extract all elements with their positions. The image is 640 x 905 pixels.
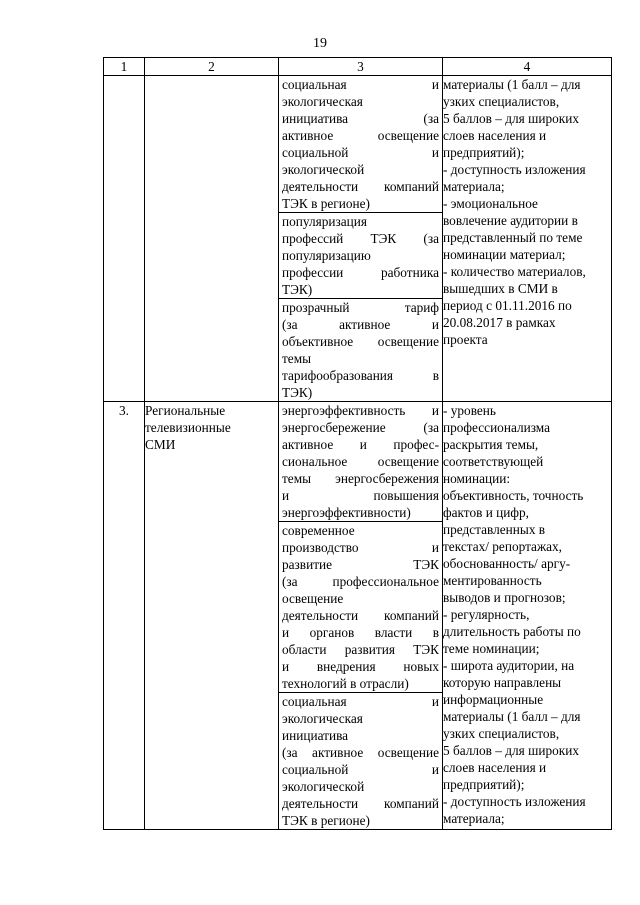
criteria-line: профессионализма xyxy=(443,420,551,435)
criteria-line: вышедших в СМИ в xyxy=(443,281,558,296)
nomination-block xyxy=(279,402,442,521)
nomination-line: инициатива (за xyxy=(282,111,439,126)
media-category-line: телевизионные xyxy=(145,420,231,435)
nomination-line: энергоэффективность и xyxy=(282,403,439,418)
page-number: 19 xyxy=(313,36,327,51)
nomination-line: инициатива xyxy=(282,728,349,743)
criteria-line: представленных в xyxy=(443,522,546,537)
criteria-line: - регулярность, xyxy=(443,607,530,622)
criteria-line: объективность, точность xyxy=(443,488,584,503)
media-category xyxy=(145,76,279,402)
criteria-line: проекта xyxy=(443,332,488,347)
criteria-line: 20.08.2017 в рамках xyxy=(443,315,556,330)
criteria-line: период с 01.11.2016 по xyxy=(443,298,572,313)
nomination-line: тарифообразования в xyxy=(282,368,439,383)
criteria-line: вовлечение аудитории в xyxy=(443,213,578,228)
nomination-line: экологической xyxy=(282,779,365,794)
nomination-line: профессий ТЭК (за xyxy=(282,231,439,246)
nomination-line: популяризацию xyxy=(282,248,371,263)
criteria-line: информационные xyxy=(443,692,544,707)
nomination-line: (за активное и xyxy=(282,317,439,332)
nomination-line: темы xyxy=(282,351,312,366)
criteria-line: представленный по теме xyxy=(443,230,583,245)
nomination-line: объективное освещение xyxy=(282,334,439,349)
criteria-line: - количество материалов, xyxy=(443,264,586,279)
nomination-line: производство и xyxy=(282,540,439,555)
criteria-line: материала; xyxy=(443,811,505,826)
criteria-line: обоснованность/ аргу- xyxy=(443,556,571,571)
criteria-cell xyxy=(443,402,612,830)
nomination-block xyxy=(279,76,442,212)
criteria-line: ментированность xyxy=(443,573,542,588)
nomination-line: технологий в отрасли) xyxy=(282,676,409,691)
row-number: 3. xyxy=(104,402,145,830)
nomination-block xyxy=(279,521,442,692)
nominations-cell xyxy=(279,76,443,402)
criteria-line: предприятий); xyxy=(443,777,525,792)
nomination-line: и повышения xyxy=(282,488,439,503)
criteria-line: теме номинации; xyxy=(443,641,540,656)
header-col-4: 4 xyxy=(443,58,612,76)
criteria-line: соответствующей xyxy=(443,454,544,469)
criteria-line: номинации материал; xyxy=(443,247,566,262)
criteria-line: 5 баллов – для широких xyxy=(443,743,579,758)
criteria-line: - уровень xyxy=(443,403,496,418)
nomination-line: социальная и xyxy=(282,694,439,709)
nomination-line: развитие ТЭК xyxy=(282,557,439,572)
nomination-line: темы энергосбережения xyxy=(282,471,439,486)
nomination-line: (за профессиональное xyxy=(282,574,439,589)
media-category-line: СМИ xyxy=(145,437,176,452)
nomination-line: деятельности компаний xyxy=(282,179,439,194)
nomination-line: ТЭК в регионе) xyxy=(282,813,370,828)
nomination-line: прозрачный тариф xyxy=(282,300,439,315)
criteria-line: - доступность изложения xyxy=(443,794,586,809)
criteria-line: материалы (1 балл – для xyxy=(443,709,581,724)
criteria-line: которую направлены xyxy=(443,675,562,690)
nomination-line: ТЭК) xyxy=(282,282,313,297)
nomination-line: профессии работника xyxy=(282,265,439,280)
nomination-line: современное xyxy=(282,523,355,538)
criteria-line: предприятий); xyxy=(443,145,525,160)
criteria-line: - доступность изложения xyxy=(443,162,586,177)
nomination-line: экологическая xyxy=(282,94,363,109)
row-number xyxy=(104,76,145,402)
nomination-line: сиональное освещение xyxy=(282,454,439,469)
nominations-cell xyxy=(279,402,443,830)
nomination-line: ТЭК) xyxy=(282,385,313,400)
nomination-line: и органов власти в xyxy=(282,625,439,640)
criteria-line: раскрытия темы, xyxy=(443,437,539,452)
header-col-2: 2 xyxy=(145,58,279,76)
criteria-line: узких специалистов, xyxy=(443,94,560,109)
criteria-line: текстах/ репортажах, xyxy=(443,539,563,554)
nomination-block xyxy=(279,298,442,401)
criteria-line: выводов и прогнозов; xyxy=(443,590,566,605)
nomination-line: области развития ТЭК xyxy=(282,642,439,657)
nomination-line: экологическая xyxy=(282,711,363,726)
nomination-line: и внедрения новых xyxy=(282,659,439,674)
nomination-line: деятельности компаний xyxy=(282,608,439,623)
criteria-cell xyxy=(443,76,612,402)
nomination-block xyxy=(279,212,442,298)
nomination-line: социальная и xyxy=(282,77,439,92)
nomination-line: ТЭК в регионе) xyxy=(282,196,370,211)
table-row xyxy=(104,76,612,402)
table-header-row xyxy=(104,58,612,76)
nomination-line: энергосбережение (за xyxy=(282,420,439,435)
nominations-table xyxy=(103,57,612,830)
nomination-line: социальной и xyxy=(282,145,439,160)
nomination-line: (за активное освещение xyxy=(282,745,439,760)
media-category-line: Региональные xyxy=(145,403,226,418)
criteria-line: материала; xyxy=(443,179,505,194)
nomination-line: экологической xyxy=(282,162,365,177)
criteria-line: слоев населения и xyxy=(443,128,547,143)
header-col-3: 3 xyxy=(279,58,443,76)
table-row xyxy=(104,402,612,830)
criteria-line: материалы (1 балл – для xyxy=(443,77,581,92)
nomination-line: активное освещение xyxy=(282,128,439,143)
criteria-line: длительность работы по xyxy=(443,624,581,639)
nomination-block xyxy=(279,692,442,829)
header-col-1: 1 xyxy=(104,58,145,76)
nomination-line: социальной и xyxy=(282,762,439,777)
criteria-line: слоев населения и xyxy=(443,760,547,775)
media-category xyxy=(145,402,279,830)
nomination-line: деятельности компаний xyxy=(282,796,439,811)
nomination-line: популяризация xyxy=(282,214,367,229)
nomination-line: освещение xyxy=(282,591,344,606)
criteria-line: номинации: xyxy=(443,471,511,486)
nomination-line: энергоэффективности) xyxy=(282,505,411,520)
nomination-line: активное и профес- xyxy=(282,437,439,452)
criteria-line: - эмоциональное xyxy=(443,196,538,211)
criteria-line: 5 баллов – для широких xyxy=(443,111,579,126)
criteria-line: узких специалистов, xyxy=(443,726,560,741)
criteria-line: - широта аудитории, на xyxy=(443,658,575,673)
criteria-line: фактов и цифр, xyxy=(443,505,529,520)
